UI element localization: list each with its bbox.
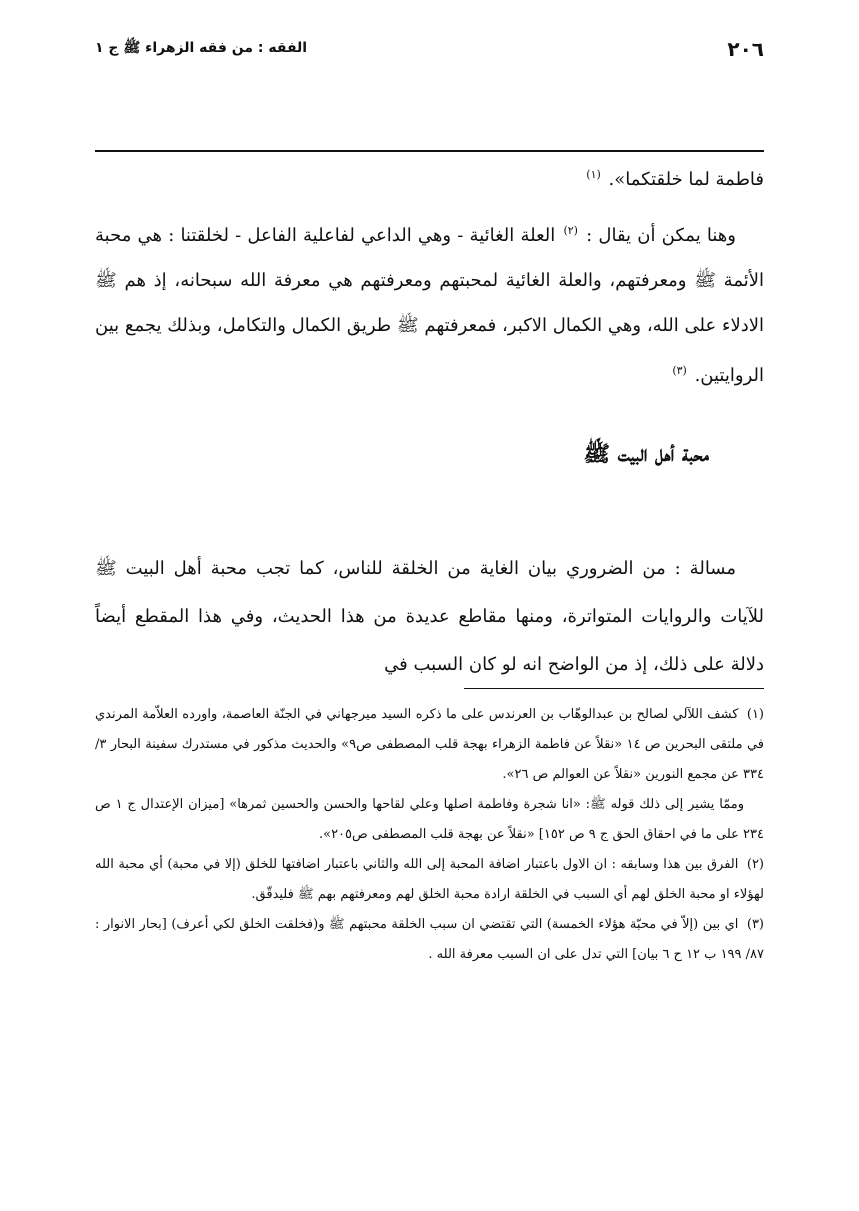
footnote-3: [95, 910, 764, 970]
running-title: الفقه : من فقه الزهراء ﷺ ج ١: [95, 40, 308, 56]
footnote-ref-2: (٢): [563, 224, 578, 237]
footnote-2-text: الفرق بين هذا وسابقه : ان الاول باعتبار اضافة المحبة إلى الله والثاني باعتبار اضافتها للخلق (إلا في محبة) أي محبة الله لهؤلاء او محبة الخلق لهم أي السبب في الخلقة ارادة محبة الخلق لهم ومعرفتهم بهم ﷺ فليدقّق.: [95, 857, 764, 902]
footnote-2-number: (٢): [746, 857, 764, 872]
paragraph-2-text: العلة الغائية - وهي الداعي لفاعلية الفاعل - لخلقتنا : هي محبة الأئمة ﷺ ومعرفتهم، والعلة الغائية لمحبتهم ومعرفتهم هي معرفة الله سبحانه، إذ هم ﷺ الادلاء على الله، وهي الكمال الاكبر، فمعرفتهم ﷺ طريق الكمال والتكامل، وبذلك يجمع بين الروايتين.: [95, 225, 764, 386]
footnote-1: [95, 700, 764, 790]
footnote-1-number: (١): [746, 707, 764, 722]
footnote-3-number: (٣): [746, 917, 764, 932]
paragraph-1: [95, 152, 764, 202]
footnote-3-text: اي بين (إلاّ في محبّة هؤلاء الخمسة) التي تقتضي ان سبب الخلقة محبتهم ﷺ و(فخلقت الخلق لكي أعرف) [بحار الانوار : ٨٧/ ١٩٩ ب ١٢ ح ٦ بيان] التي تدل على ان السبب معرفة الله .: [95, 917, 764, 962]
section-heading: محبة أهل البيت ﷺ: [583, 441, 709, 467]
paragraph-3-text: مسالة : من الضروري بيان الغاية من الخلقة للناس، كما تجب محبة أهل البيت ﷺ للآيات والروايات المتواترة، ومنها مقاطع عديدة من هذا الحديث، وفي هذا المقطع أيضاً دلالة على ذلك، إذ من الواضح انه لو كان السبب في: [95, 558, 764, 675]
footnote-ref-1: (١): [586, 168, 601, 181]
footnotes: [95, 700, 764, 970]
paragraph-1-text: فاطمة لما خلقتكما».: [608, 169, 764, 190]
page-number: ٢٠٦: [727, 37, 764, 61]
paragraph-3: [95, 545, 764, 689]
footnote-ref-3: (٣): [672, 364, 687, 377]
footnote-1-text: كشف اللآلي لصالح بن عبدالوهّاب بن العرندس على ما ذكره السيد ميرجهاني في الجنّة العاصمة، واورده العلاّمة المرندي في ملتقى البحرين ص ١٤ «نقلاً عن فاطمة الزهراء بهجة قلب المصطفى ص٩» والحديث مذكور في مستدرك سفينة البحار ٣/ ٣٣٤ عن مجمع النورين «نقلاً عن العوالم ص ٢٦».: [95, 707, 765, 782]
footnote-1-continuation: وممّا يشير إلى ذلك قوله ﷺ: «انا شجرة وفاطمة اصلها وعلي لقاحها والحسن والحسين ثمرها» [ميزان الإعتدال ج ١ ص ٢٣٤ على ما في احقاق الحق ج ٩ ص ١٥٢] «نقلاً عن بهجة قلب المصطفى ص٢٠٥».: [95, 797, 764, 842]
page-header: [95, 34, 764, 64]
paragraph-2: [95, 208, 764, 398]
footnote-divider: [464, 688, 764, 689]
footnote-2: [95, 850, 764, 910]
paragraph-2-lead: وهنا يمكن أن يقال :: [586, 225, 736, 246]
